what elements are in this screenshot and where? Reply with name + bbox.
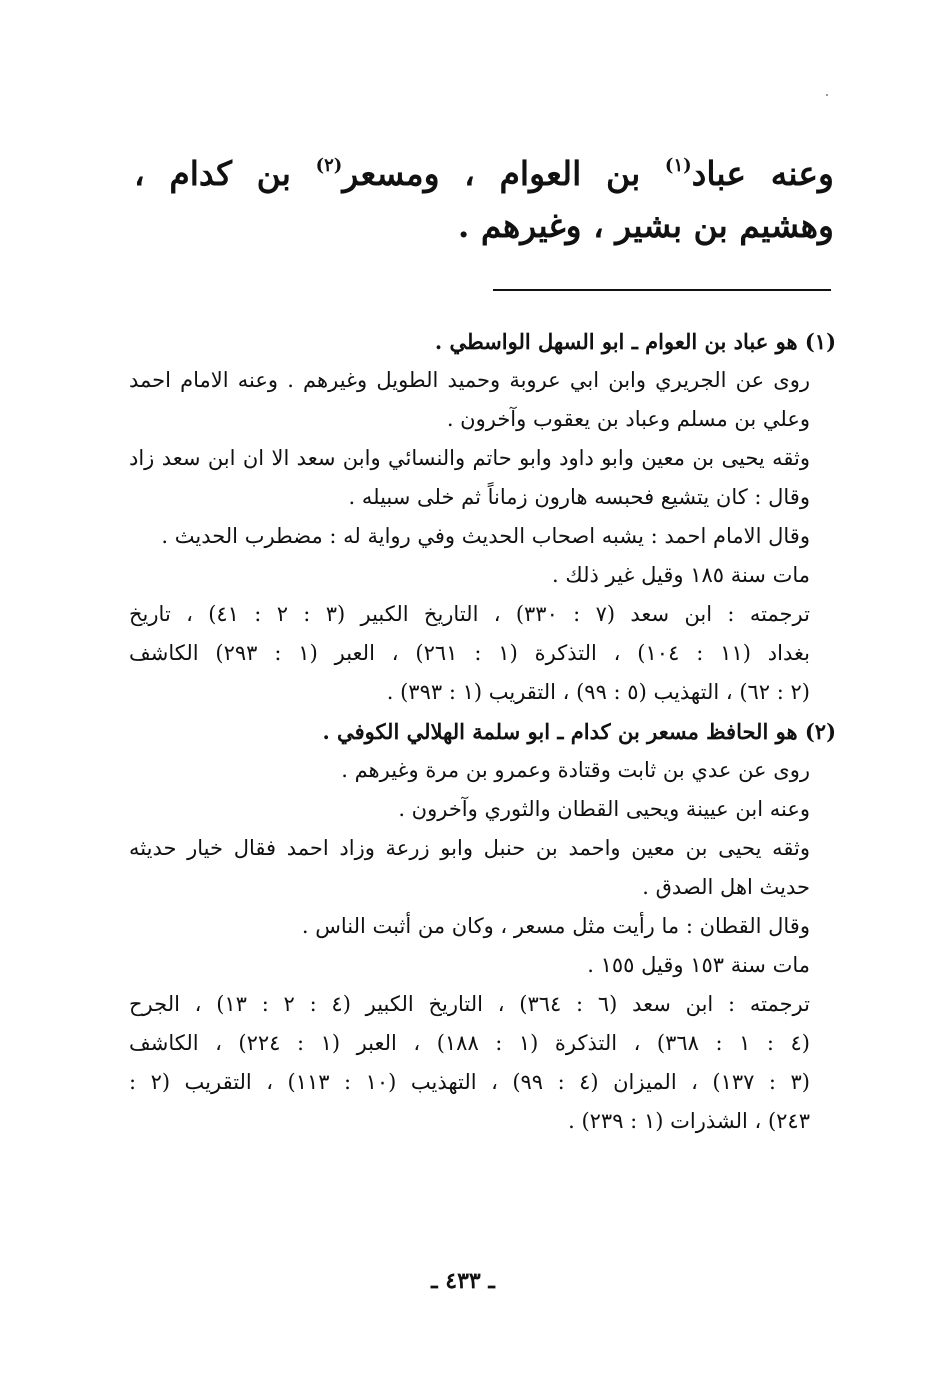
footnote-ref-1[interactable]: (١) [664,155,692,176]
scan-speck [826,94,828,96]
footnote-1-title: (١) هو عباد بن العوام ـ ابو السهل الواسطي . [434,329,836,354]
footnote-1-line: وقال الامام احمد : يشبه اصحاب الحديث وفي رواية له : مضطرب الحديث . [161,524,810,548]
footnote-1-line: وثقه يحيى بن معين وابو داود وابو حاتم والنسائي وابن سعد الا ان ابن سعد زاد [129,446,810,470]
footnote-separator [493,289,831,291]
footnote-2-line: حديث اهل الصدق . [642,875,810,899]
main-body-paragraph [134,140,834,252]
footnote-1-line: بغداد (١١ : ١٠٤) ، التذكرة (١ : ٢٦١) ، العبر (١ : ٢٩٣) الكاشف [129,641,810,665]
footnote-2-line: (٤ : ١ : ٣٦٨) ، التذكرة (١ : ١٨٨) ، العبر (١ : ٢٢٤) ، الكاشف [129,1031,810,1055]
footnotes-section [129,322,836,1141]
footnote-2-line: وعنه ابن عيينة ويحيى القطان والثوري وآخرون . [398,797,810,821]
footnote-1-line: روى عن الجريري وابن ابي عروبة وحميد الطويل وغيرهم . وعنه الامام احمد [129,368,810,392]
footnote-2-line: ٢٤٣) ، الشذرات (١ : ٢٣٩) . [568,1109,810,1133]
footnote-2-line: وثقه يحيى بن معين واحمد بن حنبل وابو زرعة وزاد احمد فقال خيار حديثه [129,836,810,860]
page-number: ـ ٤٣٣ ـ [431,1268,495,1294]
main-text-part-1: وعنه عباد [691,154,834,193]
footnote-1-line: ترجمته : ابن سعد (٧ : ٣٣٠) ، التاريخ الكبير (٣ : ٢ : ٤١) ، تاريخ [129,602,810,626]
footnote-2-line: وقال القطان : ما رأيت مثل مسعر ، وكان من أثبت الناس . [301,914,810,938]
footnote-2-line: روى عن عدي بن ثابت وقتادة وعمرو بن مرة وغيرهم . [341,758,810,782]
footnote-ref-2[interactable]: (٢) [315,155,343,176]
footnote-1-line: وعلي بن مسلم وعباد بن يعقوب وآخرون . [446,407,810,431]
footnote-1-line: وقال : كان يتشيع فحبسه هارون زماناً ثم خلى سبيله . [348,485,810,509]
footnote-2-title: (٢) هو الحافظ مسعر بن كدام ـ ابو سلمة الهلالي الكوفي . [322,719,836,744]
footnote-1-line: (٢ : ٦٢) ، التهذيب (٥ : ٩٩) ، التقريب (١ : ٣٩٣) . [386,680,810,704]
footnote-2 [129,712,836,1141]
footnote-2-line: (٣ : ١٣٧) ، الميزان (٤ : ٩٩) ، التهذيب (١٠ : ١١٣) ، التقريب (٢ : [129,1070,810,1094]
main-text-part-3: بن كدام ، وهشيم بن بشير ، وغيرهم . [134,154,834,245]
footnote-1-line: مات سنة ١٨٥ وقيل غير ذلك . [552,563,810,587]
footnote-2-line: مات سنة ١٥٣ وقيل ١٥٥ . [587,953,810,977]
main-text-part-2: بن العوام ، ومسعر [342,154,665,193]
footnote-2-line: ترجمته : ابن سعد (٦ : ٣٦٤) ، التاريخ الكبير (٤ : ٢ : ١٣) ، الجرح [129,992,810,1016]
footnote-1 [129,322,836,712]
